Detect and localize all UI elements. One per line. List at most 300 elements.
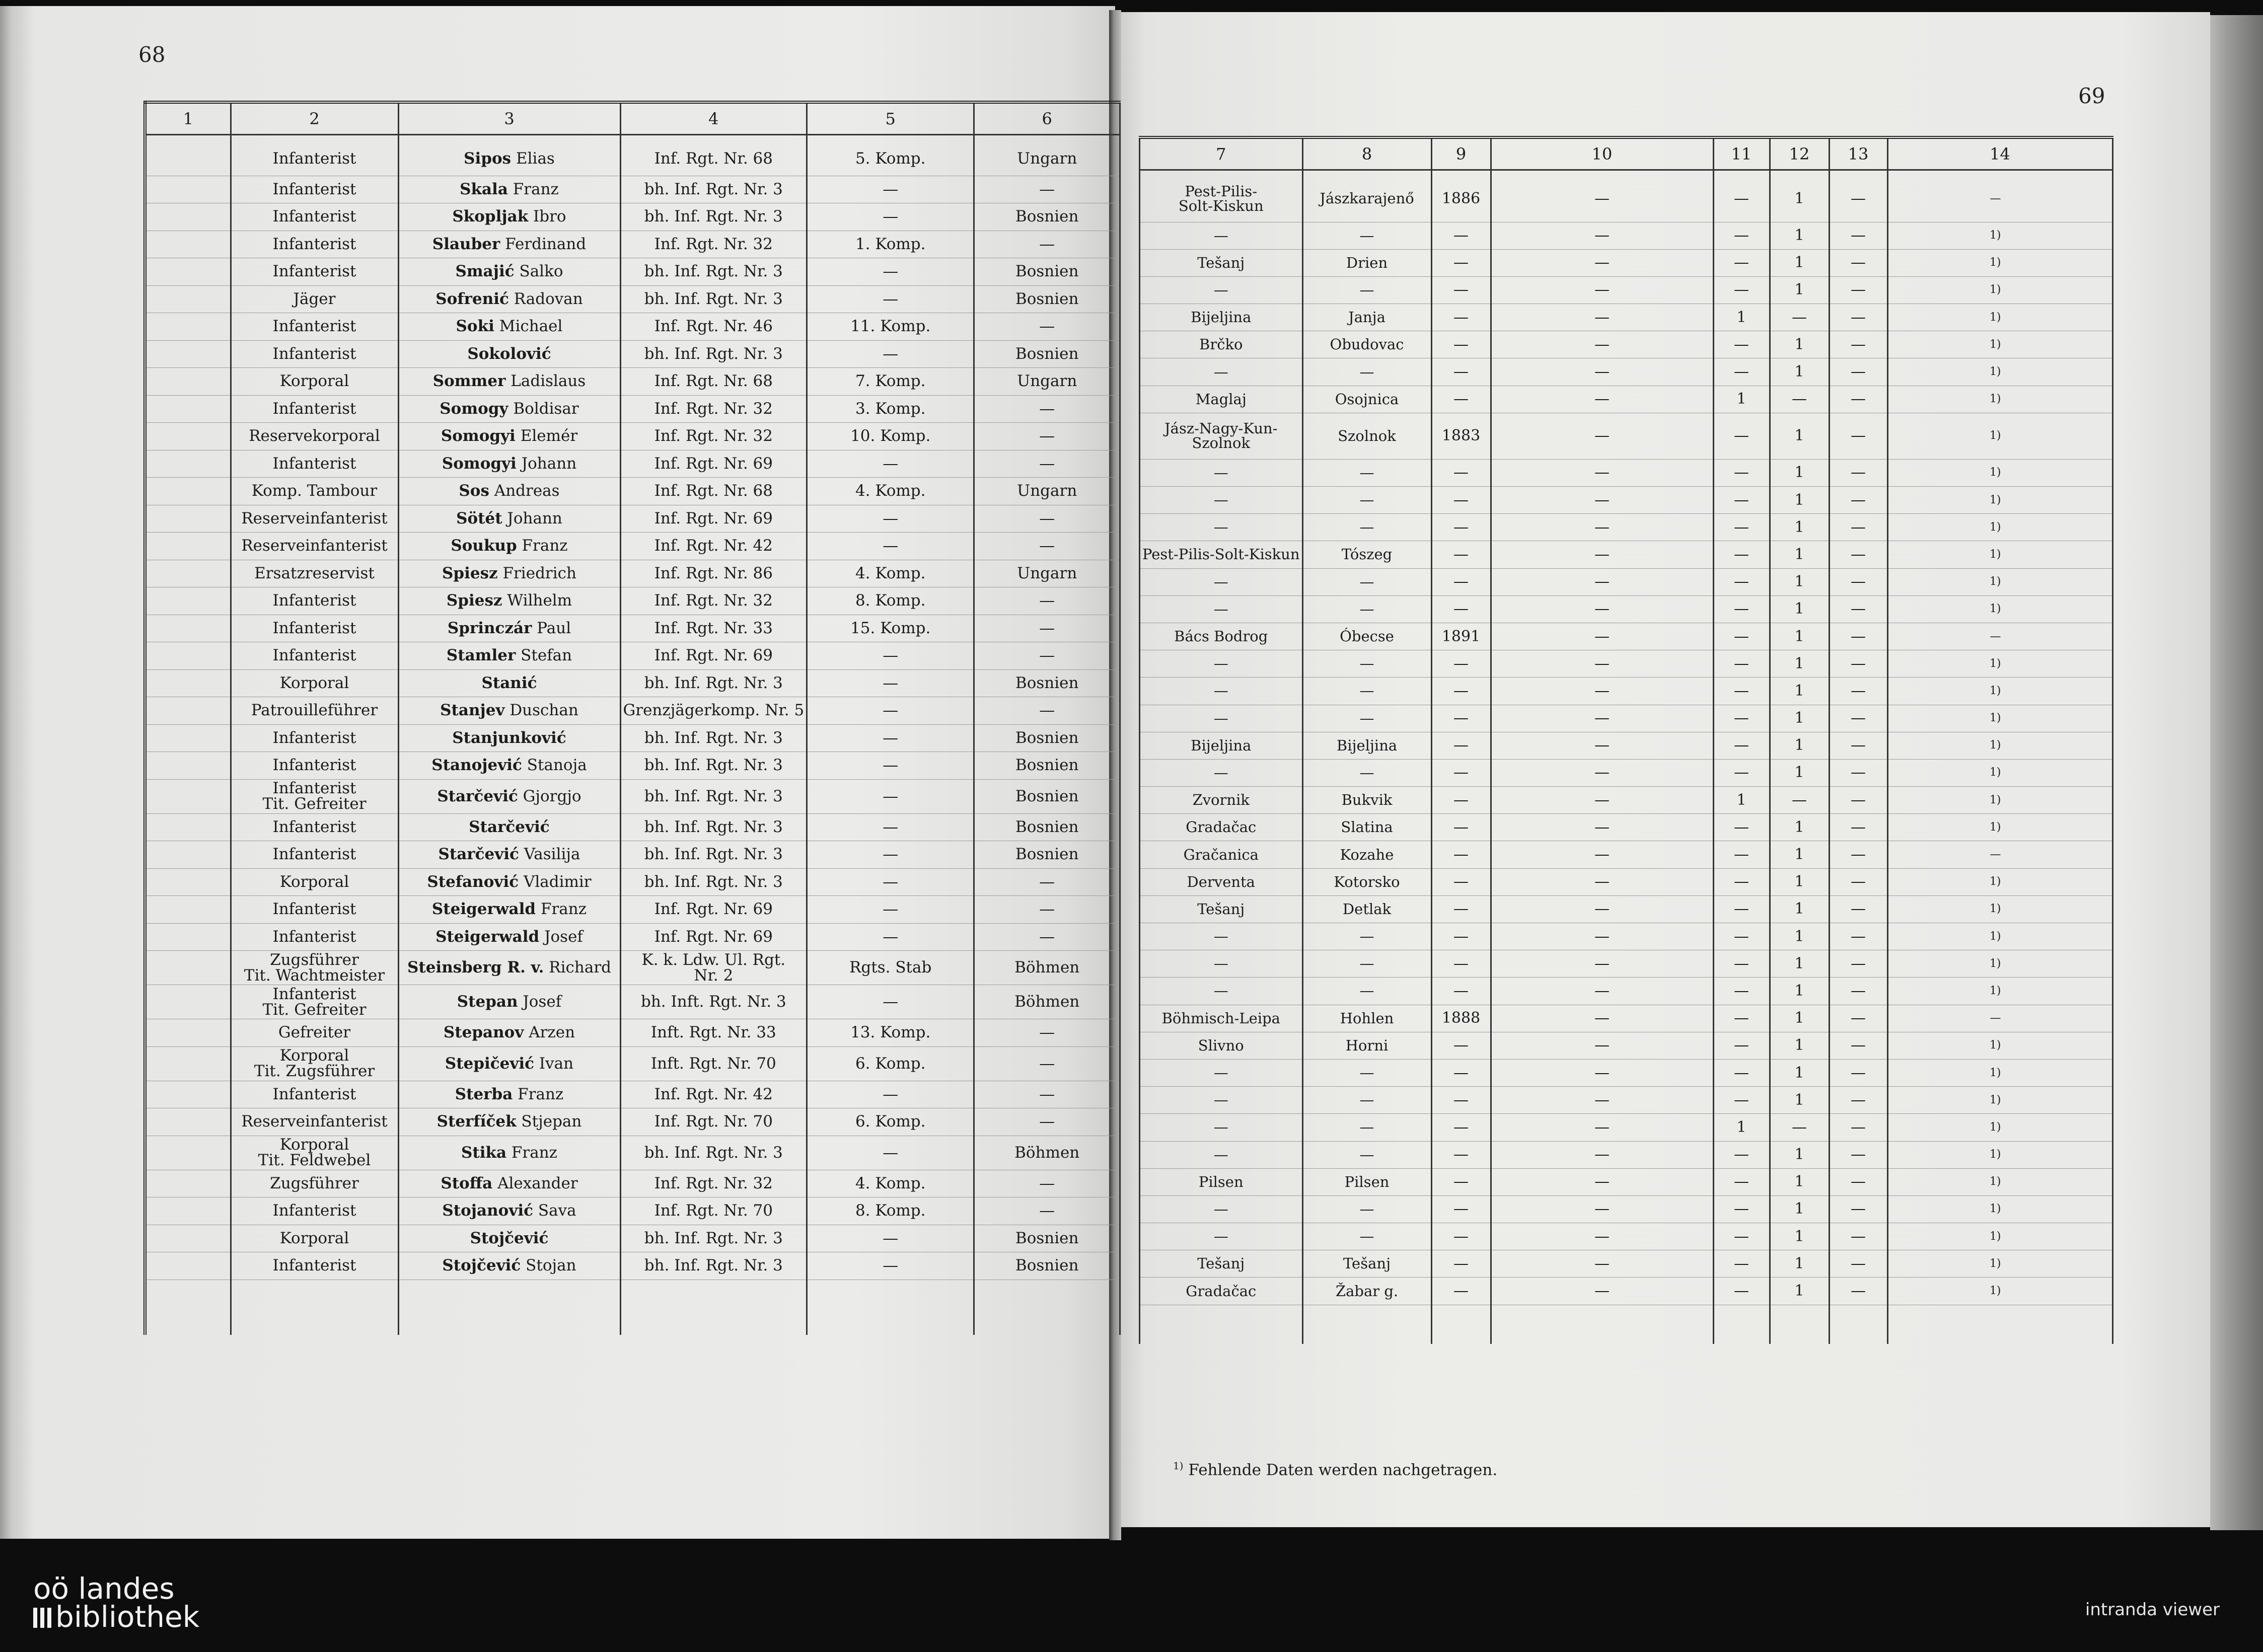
- table-row: [145, 395, 1120, 423]
- table-row: [145, 231, 1120, 258]
- col-14-cell: 1): [1887, 1278, 2112, 1305]
- col-1-cell: [145, 285, 231, 313]
- col-10-cell: —: [1491, 732, 1713, 759]
- unit: Inf. Rgt. Nr. 69: [654, 454, 773, 473]
- subunit-cell: —: [807, 450, 974, 478]
- col-9-cell: —: [1431, 459, 1491, 486]
- col-10-cell: —: [1491, 1278, 1713, 1305]
- unit-cell: [620, 1252, 807, 1280]
- col-9-cell: —: [1431, 595, 1491, 623]
- rank-cell: [231, 669, 398, 697]
- unit-cell: [620, 395, 807, 423]
- rank-title: Tit. Wachtmeister: [244, 966, 385, 985]
- table-row: [1140, 868, 2113, 895]
- district: Böhmisch-Leipa: [1161, 1009, 1280, 1027]
- surname: Skala: [460, 180, 508, 198]
- col-1-cell: [145, 423, 231, 450]
- col-10-cell: —: [1491, 978, 1713, 1005]
- col-1-cell: [145, 450, 231, 478]
- library-logo: [33, 1571, 200, 1634]
- col-12-cell: 1: [1770, 487, 1829, 514]
- table-row: [145, 642, 1120, 670]
- town-cell: —: [1302, 650, 1431, 678]
- rank-cell: [231, 896, 398, 924]
- table-row: [145, 340, 1120, 368]
- spacer-cell: [1302, 170, 1431, 176]
- rank: Infanterist: [272, 646, 356, 665]
- col-1-cell: [145, 533, 231, 560]
- col-11-cell: 1: [1713, 1114, 1770, 1141]
- col-14-cell: 1): [1887, 1114, 2112, 1141]
- town-cell: Kozahe: [1302, 841, 1431, 868]
- col-13-cell: —: [1829, 176, 1887, 222]
- subunit-cell: 15. Komp.: [807, 615, 974, 642]
- col-1-cell: [145, 752, 231, 780]
- district-cell: [1140, 487, 1303, 514]
- district-cell: [1140, 705, 1303, 732]
- unit-cell: [620, 231, 807, 258]
- column-header: 8: [1302, 137, 1431, 170]
- rank-cell: [231, 985, 398, 1019]
- col-9-cell: —: [1431, 1087, 1491, 1114]
- col-10-cell: —: [1491, 304, 1713, 331]
- col-1-cell: [145, 724, 231, 752]
- unit: Inf. Rgt. Nr. 46: [654, 317, 773, 336]
- col-1-cell: [145, 813, 231, 841]
- subunit-cell: —: [807, 697, 974, 725]
- col-13-cell: —: [1829, 541, 1887, 568]
- unit-cell: [620, 779, 807, 813]
- district-cell: [1140, 1223, 1303, 1250]
- given-name: Stjepan: [516, 1112, 582, 1131]
- district: —: [1213, 655, 1228, 672]
- col-10-cell: —: [1491, 1195, 1713, 1223]
- table-row: [145, 896, 1120, 924]
- surname: Sterba: [455, 1085, 513, 1103]
- name-cell: [398, 923, 620, 951]
- col-13-cell: —: [1829, 678, 1887, 705]
- homeland-cell: —: [974, 896, 1120, 924]
- unit: Inf. Rgt. Nr. 33: [654, 619, 773, 637]
- col-9-cell: —: [1431, 1114, 1491, 1141]
- filler-row: [145, 1280, 1120, 1335]
- spacer-row: [1140, 170, 2113, 176]
- rank-cell: [231, 1170, 398, 1197]
- rank-cell: [231, 1081, 398, 1108]
- given-name: Elias: [511, 149, 555, 168]
- rank-cell: [231, 533, 398, 560]
- homeland-cell: Ungarn: [974, 142, 1120, 176]
- name-cell: [398, 313, 620, 341]
- col-13-cell: —: [1829, 386, 1887, 413]
- name-cell: [398, 1108, 620, 1136]
- col-11-cell: —: [1713, 705, 1770, 732]
- table-row: [145, 951, 1120, 985]
- homeland-cell: —: [974, 1197, 1120, 1225]
- subunit-cell: —: [807, 505, 974, 533]
- unit: Inf. Rgt. Nr. 69: [654, 646, 773, 665]
- filler-cell: [1431, 1305, 1491, 1344]
- town-cell: Obudovac: [1302, 331, 1431, 358]
- rank: Infanterist: [272, 985, 356, 1003]
- district-cell: [1140, 595, 1303, 623]
- col-10-cell: —: [1491, 678, 1713, 705]
- col-1-cell: [145, 1081, 231, 1108]
- rank-title: Tit. Gefreiter: [262, 1000, 367, 1019]
- town-cell: —: [1302, 950, 1431, 978]
- register-table-left: [143, 101, 1121, 1335]
- unit: bh. Inf. Rgt. Nr. 3: [644, 673, 783, 692]
- district-cell: [1140, 1195, 1303, 1223]
- col-13-cell: —: [1829, 705, 1887, 732]
- table-row: [1140, 1278, 2113, 1305]
- surname: Somogyi: [441, 427, 516, 445]
- table-row: [145, 779, 1120, 813]
- surname: Smajić: [455, 262, 515, 281]
- column-header: 7: [1140, 137, 1303, 170]
- town-cell: Žabar g.: [1302, 1278, 1431, 1305]
- spacer-cell: [398, 135, 620, 143]
- given-name: Franz: [506, 1143, 558, 1162]
- name-cell: [398, 669, 620, 697]
- rank-cell: [231, 203, 398, 231]
- filler-cell: [1302, 1305, 1431, 1344]
- district-cell: [1140, 541, 1303, 568]
- homeland-cell: —: [974, 231, 1120, 258]
- homeland-cell: Bosnien: [974, 203, 1120, 231]
- rank-cell: [231, 395, 398, 423]
- col-9-cell: —: [1431, 1195, 1491, 1223]
- col-13-cell: —: [1829, 978, 1887, 1005]
- name-cell: [398, 423, 620, 450]
- district-line-2: Solt-Kiskun: [1178, 197, 1264, 214]
- col-12-cell: 1: [1770, 732, 1829, 759]
- col-14-cell: 1): [1887, 1087, 2112, 1114]
- table-row: [1140, 895, 2113, 923]
- col-11-cell: —: [1713, 623, 1770, 650]
- col-12-cell: 1: [1770, 650, 1829, 678]
- homeland-cell: Bosnien: [974, 669, 1120, 697]
- district: Derventa: [1187, 873, 1255, 890]
- unit-cell: [620, 176, 807, 203]
- subunit-cell: —: [807, 813, 974, 841]
- col-12-cell: 1: [1770, 841, 1829, 868]
- district: —: [1213, 518, 1228, 536]
- homeland-cell: —: [974, 450, 1120, 478]
- table-row: [145, 813, 1120, 841]
- homeland-cell: —: [974, 1170, 1120, 1197]
- col-13-cell: —: [1829, 1195, 1887, 1223]
- col-12-cell: 1: [1770, 222, 1829, 249]
- surname: Somogyi: [442, 454, 517, 473]
- unit: bh. Inf. Rgt. Nr. 3: [644, 728, 783, 747]
- unit-cell: [620, 697, 807, 725]
- homeland-cell: Bosnien: [974, 1225, 1120, 1252]
- table-row: [1140, 276, 2113, 304]
- col-9-cell: —: [1431, 331, 1491, 358]
- unit: Inft. Rgt. Nr. 33: [650, 1023, 776, 1042]
- col-13-cell: —: [1829, 814, 1887, 841]
- col-11-cell: —: [1713, 1250, 1770, 1278]
- col-12-cell: 1: [1770, 1278, 1829, 1305]
- col-13-cell: —: [1829, 1059, 1887, 1086]
- spacer-row: [145, 135, 1120, 143]
- surname: Sterfíček: [436, 1112, 517, 1131]
- col-14-cell: 1): [1887, 514, 2112, 541]
- district: —: [1213, 600, 1228, 618]
- spacer-cell: [807, 135, 974, 143]
- given-name: Ivan: [534, 1054, 574, 1073]
- surname: Sokolović: [467, 344, 551, 363]
- col-12-cell: 1: [1770, 705, 1829, 732]
- unit: Inf. Rgt. Nr. 68: [654, 149, 773, 168]
- rank-cell: [231, 423, 398, 450]
- table-row: [145, 203, 1120, 231]
- rank: Reserveinfanterist: [241, 1112, 388, 1131]
- col-9-cell: —: [1431, 568, 1491, 595]
- col-10-cell: —: [1491, 923, 1713, 950]
- col-10-cell: —: [1491, 276, 1713, 304]
- given-name: Duschan: [504, 701, 578, 720]
- town-cell: —: [1302, 276, 1431, 304]
- district-cell: [1140, 459, 1303, 486]
- unit: Grenzjägerkomp. Nr. 5: [623, 701, 805, 720]
- rank: Korporal: [279, 1229, 349, 1247]
- rank: Reservekorporal: [249, 427, 380, 445]
- table-row: [1140, 176, 2113, 222]
- subunit-cell: —: [807, 1225, 974, 1252]
- subunit-cell: —: [807, 533, 974, 560]
- col-14-cell: 1): [1887, 895, 2112, 923]
- col-9-cell: —: [1431, 1141, 1491, 1168]
- given-name: Radovan: [508, 289, 583, 308]
- rank: Infanterist: [272, 149, 356, 168]
- unit: Inf. Rgt. Nr. 70: [654, 1112, 773, 1131]
- col-12-cell: 1: [1770, 358, 1829, 386]
- col-11-cell: —: [1713, 1223, 1770, 1250]
- homeland-cell: —: [974, 423, 1120, 450]
- subunit-cell: —: [807, 779, 974, 813]
- footnote: [1173, 1460, 1497, 1479]
- town-cell: —: [1302, 222, 1431, 249]
- col-1-cell: [145, 176, 231, 203]
- homeland-cell: —: [974, 642, 1120, 670]
- col-12-cell: 1: [1770, 950, 1829, 978]
- district-cell: [1140, 1250, 1303, 1278]
- col-12-cell: 1: [1770, 1059, 1829, 1086]
- surname: Sofrenić: [435, 289, 509, 308]
- name-cell: [398, 142, 620, 176]
- homeland-cell: Böhmen: [974, 985, 1120, 1019]
- name-cell: [398, 285, 620, 313]
- table-row: [1140, 459, 2113, 486]
- unit-cell: [620, 142, 807, 176]
- col-13-cell: —: [1829, 487, 1887, 514]
- unit: bh. Inf. Rgt. Nr. 3: [644, 180, 783, 198]
- unit-cell: [620, 1170, 807, 1197]
- district: —: [1213, 227, 1228, 244]
- col-9-cell: —: [1431, 895, 1491, 923]
- col-10-cell: —: [1491, 705, 1713, 732]
- unit-cell: [620, 1108, 807, 1136]
- district: Slivno: [1198, 1036, 1244, 1054]
- rank: Korporal: [279, 1136, 349, 1154]
- col-12-cell: 1: [1770, 923, 1829, 950]
- col-14-cell: 1): [1887, 249, 2112, 276]
- col-9-cell: 1891: [1431, 623, 1491, 650]
- district: —: [1213, 1064, 1228, 1082]
- filler-cell: [1140, 1305, 1303, 1344]
- given-name: Vladimir: [519, 872, 592, 891]
- table-row: [1140, 514, 2113, 541]
- rank: Infanterist: [272, 454, 356, 473]
- homeland-cell: —: [974, 395, 1120, 423]
- col-14-cell: 1): [1887, 276, 2112, 304]
- col-11-cell: —: [1713, 1278, 1770, 1305]
- unit: Inf. Rgt. Nr. 68: [654, 482, 773, 500]
- table-row: [145, 368, 1120, 396]
- rank: Patrouilleführer: [251, 701, 378, 720]
- rank-cell: [231, 923, 398, 951]
- table-row: [145, 142, 1120, 176]
- col-14-cell: 1): [1887, 650, 2112, 678]
- district: —: [1213, 682, 1228, 700]
- col-9-cell: —: [1431, 678, 1491, 705]
- viewer-label: intranda viewer: [2085, 1600, 2220, 1620]
- col-10-cell: —: [1491, 787, 1713, 814]
- homeland-cell: —: [974, 1019, 1120, 1047]
- rank-cell: [231, 813, 398, 841]
- table-row: [1140, 331, 2113, 358]
- col-11-cell: —: [1713, 1141, 1770, 1168]
- subunit-cell: —: [807, 176, 974, 203]
- surname: Soki: [456, 317, 494, 336]
- name-cell: [398, 1170, 620, 1197]
- col-9-cell: —: [1431, 304, 1491, 331]
- subunit-cell: 6. Komp.: [807, 1046, 974, 1081]
- rank: Infanterist: [272, 399, 356, 418]
- rank-cell: [231, 340, 398, 368]
- col-10-cell: —: [1491, 1005, 1713, 1032]
- homeland-cell: —: [974, 1046, 1120, 1081]
- district-cell: [1140, 650, 1303, 678]
- town-cell: Hohlen: [1302, 1005, 1431, 1032]
- column-header: 6: [974, 102, 1120, 135]
- district-cell: [1140, 978, 1303, 1005]
- table-row: [1140, 1250, 2113, 1278]
- town-cell: Óbecse: [1302, 623, 1431, 650]
- filler-cell: [1829, 1305, 1887, 1344]
- col-14-cell: —: [1887, 176, 2112, 222]
- table-row: [1140, 386, 2113, 413]
- subunit-cell: —: [807, 752, 974, 780]
- spacer-cell: [1829, 170, 1887, 176]
- col-1-cell: [145, 841, 231, 869]
- col-10-cell: —: [1491, 623, 1713, 650]
- col-12-cell: 1: [1770, 1168, 1829, 1195]
- rank-cell: [231, 841, 398, 869]
- subunit-cell: —: [807, 642, 974, 670]
- given-name: Ladislaus: [505, 372, 586, 391]
- col-12-cell: 1: [1770, 1087, 1829, 1114]
- col-14-cell: 1): [1887, 1141, 2112, 1168]
- name-cell: [398, 868, 620, 896]
- unit: Inf. Rgt. Nr. 70: [654, 1202, 773, 1220]
- rank: Infanterist: [272, 591, 356, 610]
- rank: Korporal: [279, 372, 349, 391]
- district: Tešanj: [1197, 254, 1245, 271]
- district-cell: [1140, 950, 1303, 978]
- filler-cell: [807, 1280, 974, 1335]
- homeland-cell: Bosnien: [974, 258, 1120, 286]
- subunit-cell: 1. Komp.: [807, 231, 974, 258]
- given-name: Franz: [513, 1085, 564, 1103]
- col-14-cell: 1): [1887, 923, 2112, 950]
- surname: Somogy: [440, 399, 508, 418]
- col-9-cell: —: [1431, 1059, 1491, 1086]
- surname: Slauber: [432, 235, 500, 253]
- town-cell: —: [1302, 459, 1431, 486]
- town-cell: —: [1302, 1223, 1431, 1250]
- surname: Sötét: [456, 509, 502, 528]
- rank-cell: [231, 450, 398, 478]
- col-1-cell: [145, 951, 231, 985]
- subunit-cell: —: [807, 724, 974, 752]
- filler-cell: [1887, 1305, 2112, 1344]
- district: —: [1213, 709, 1228, 727]
- unit: bh. Inf. Rgt. Nr. 3: [644, 1229, 783, 1247]
- unit: bh. Inf. Rgt. Nr. 3: [644, 817, 783, 836]
- col-14-cell: 1): [1887, 386, 2112, 413]
- homeland-cell: —: [974, 313, 1120, 341]
- spacer-cell: [1431, 170, 1491, 176]
- unit-cell: [620, 1197, 807, 1225]
- col-11-cell: —: [1713, 222, 1770, 249]
- rank: Jäger: [293, 289, 336, 308]
- district-cell: [1140, 1141, 1303, 1168]
- table-row: [145, 1225, 1120, 1252]
- subunit-cell: 13. Komp.: [807, 1019, 974, 1047]
- district-cell: [1140, 1114, 1303, 1141]
- district: —: [1213, 1146, 1228, 1163]
- table-row: [1140, 1168, 2113, 1195]
- rank-cell: [231, 779, 398, 813]
- table-row: [1140, 732, 2113, 759]
- homeland-cell: —: [974, 1108, 1120, 1136]
- rank: Komp. Tambour: [251, 482, 378, 500]
- district-cell: [1140, 1278, 1303, 1305]
- subunit-cell: —: [807, 1136, 974, 1170]
- unit: Inf. Rgt. Nr. 69: [654, 509, 773, 528]
- col-9-cell: —: [1431, 276, 1491, 304]
- filler-cell: [231, 1280, 398, 1335]
- table-row: [1140, 950, 2113, 978]
- district: Zvornik: [1192, 791, 1250, 809]
- col-13-cell: —: [1829, 895, 1887, 923]
- unit-cell: [620, 923, 807, 951]
- unit: bh. Inf. Rgt. Nr. 3: [644, 207, 783, 226]
- col-1-cell: [145, 587, 231, 615]
- table-row: [145, 450, 1120, 478]
- col-9-cell: —: [1431, 1032, 1491, 1059]
- given-name: Andreas: [489, 482, 560, 500]
- rank-title: Tit. Feldwebel: [258, 1151, 371, 1169]
- district-cell: [1140, 923, 1303, 950]
- column-header: 13: [1829, 137, 1887, 170]
- col-13-cell: —: [1829, 1168, 1887, 1195]
- rank: Zugsführer: [270, 950, 359, 969]
- col-13-cell: —: [1829, 1032, 1887, 1059]
